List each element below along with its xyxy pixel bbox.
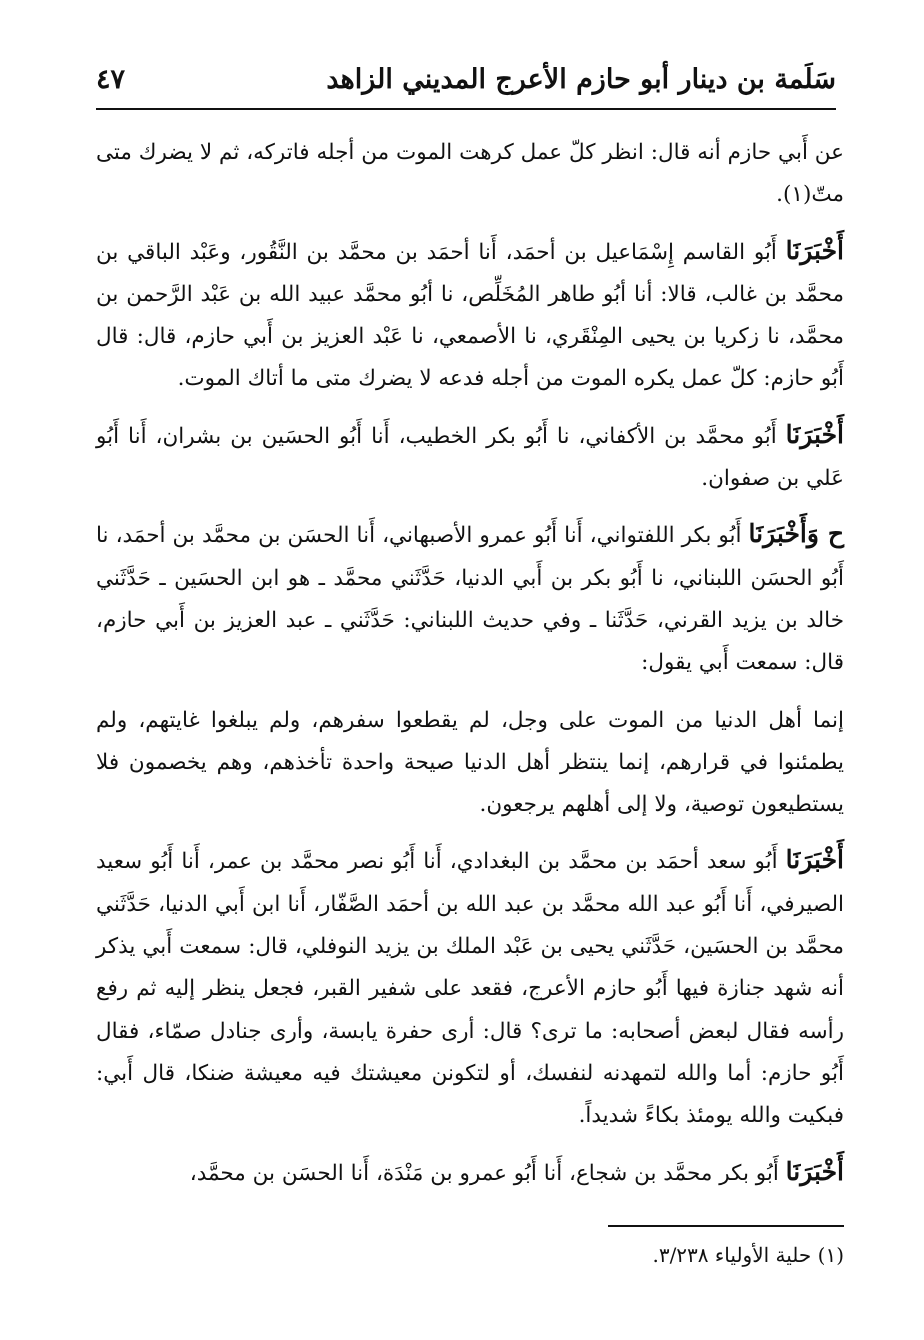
paragraph-keyword: أَخْبَرَنَا (785, 845, 844, 875)
footnote-text: حلية الأولياء ٣/٢٣٨. (652, 1243, 812, 1267)
main-text (96, 130, 844, 1208)
paragraph-4 (96, 513, 844, 684)
page-header (96, 58, 836, 110)
paragraph-keyword: ح وَأَخْبَرَنَا (748, 519, 844, 549)
paragraph-text: أَبُو محمَّد بن الأكفاني، نا أَبُو بكر الخطيب، أَنا أَبُو الحسَين بن بشران، أَنا أَبُو عَلي بن صفوان. (96, 423, 844, 492)
paragraph-7 (96, 1151, 844, 1195)
footnote-marker: (١) (817, 1243, 844, 1267)
footnote-separator (608, 1225, 844, 1227)
paragraph-text: أَبُو بكر اللفتواني، أَنا أَبُو عمرو الأصبهاني، أَنا الحسَن بن محمَّد بن أحمَد، نا أَبُو الحسَن اللبناني، نا أَبُو بكر بن أَبي الدنيا، حَدَّثَني محمَّد ـ هو ابن الحسَين ـ حَدَّثَني خالد بن يزيد القرني، حَدَّثَنا ـ وفي حديث اللبناني: حَدَّثَني ـ عبد العزيز بن أَبي حازم، قال: سمعت أَبي يقول: (96, 523, 844, 676)
paragraph-3 (96, 414, 844, 501)
paragraph-keyword: أَخْبَرَنَا (785, 419, 844, 449)
paragraph-text: إنما أهل الدنيا من الموت على وجل، لم يقطعوا سفرهم، ولم يبلغوا غايتهم، ولم يطمئنوا في قرارهم، إنما ينتظر أهل الدنيا صيحة واحدة تأخذهم، وهم يخصمون فلا يستطيعون توصية، ولا إلى أهلهم يرجعون. (96, 707, 844, 818)
paragraph-text: أَبُو بكر محمَّد بن شجاع، أَنا أَبُو عمرو بن مَنْدَة، أَنا الحسَن بن محمَّد، (189, 1160, 786, 1186)
paragraph-2 (96, 230, 844, 401)
paragraph-text: أَبُو القاسم إِسْمَاعيل بن أحمَد، أَنا أحمَد بن محمَّد بن النَّقُور، وعَبْد الباقي بن محمَّد بن غالب، قالا: أنا أبُو طاهر المُخَلِّص، نا أبُو محمَّد عبيد الله بن عَبْد الرَّحمن بن محمَّد، نا زكريا بن يحيى المِنْقَري، نا الأصمعي، نا عَبْد العزيز بن أَبي حازم، قال: قال أَبُو حازم: كلّ عمل يكره الموت من أجله فدعه لا يضرك متى ما أتاك الموت. (96, 239, 844, 392)
running-title: سَلَمة بن دينار أبو حازم الأعرج المديني الزاهد (326, 64, 836, 95)
paragraph-keyword: أَخْبَرَنَا (785, 1156, 844, 1186)
page-number: ٤٧ (96, 64, 126, 95)
paragraph-1 (96, 130, 844, 217)
paragraph-5 (96, 698, 844, 827)
paragraph-keyword: أَخْبَرَنَا (785, 235, 844, 265)
paragraph-text: عن أَبي حازم أنه قال: انظر كلّ عمل كرهت الموت من أجله فاتركه، ثم لا يضرك متى متّ(١). (96, 140, 844, 208)
paragraph-6 (96, 839, 844, 1137)
footnote (344, 1240, 844, 1270)
paragraph-text: أَبُو سعد أحمَد بن محمَّد بن البغدادي، أَنا أَبُو نصر محمَّد بن عمر، أَنا أَبُو سعيد الصيرفي، أَنا أَبُو عبد الله محمَّد بن عبد الله بن أحمَد الصَّفّار، أَنا ابن أَبي الدنيا، حَدَّثَني محمَّد بن الحسَين، حَدَّثَني يحيى بن عَبْد الملك بن يزيد النوفلي، قال: سمعت أَبي يذكر أنه شهد جنازة فيها أَبُو حازم الأعرج، فقعد على شفير القبر، فجعل ينظر إليه ثم رفع رأسه فقال لبعض أصحابه: ما ترى؟ قال: أرى حفرة يابسة، وأرى جنادل صمّاء، فقال أَبُو حازم: أما والله لتمهدنه لنفسك، أو لتكونن معيشتك فيه معيشة ضنكا، قال أَبي: فبكيت والله يومئذ بكاءً شديداً. (96, 849, 844, 1129)
